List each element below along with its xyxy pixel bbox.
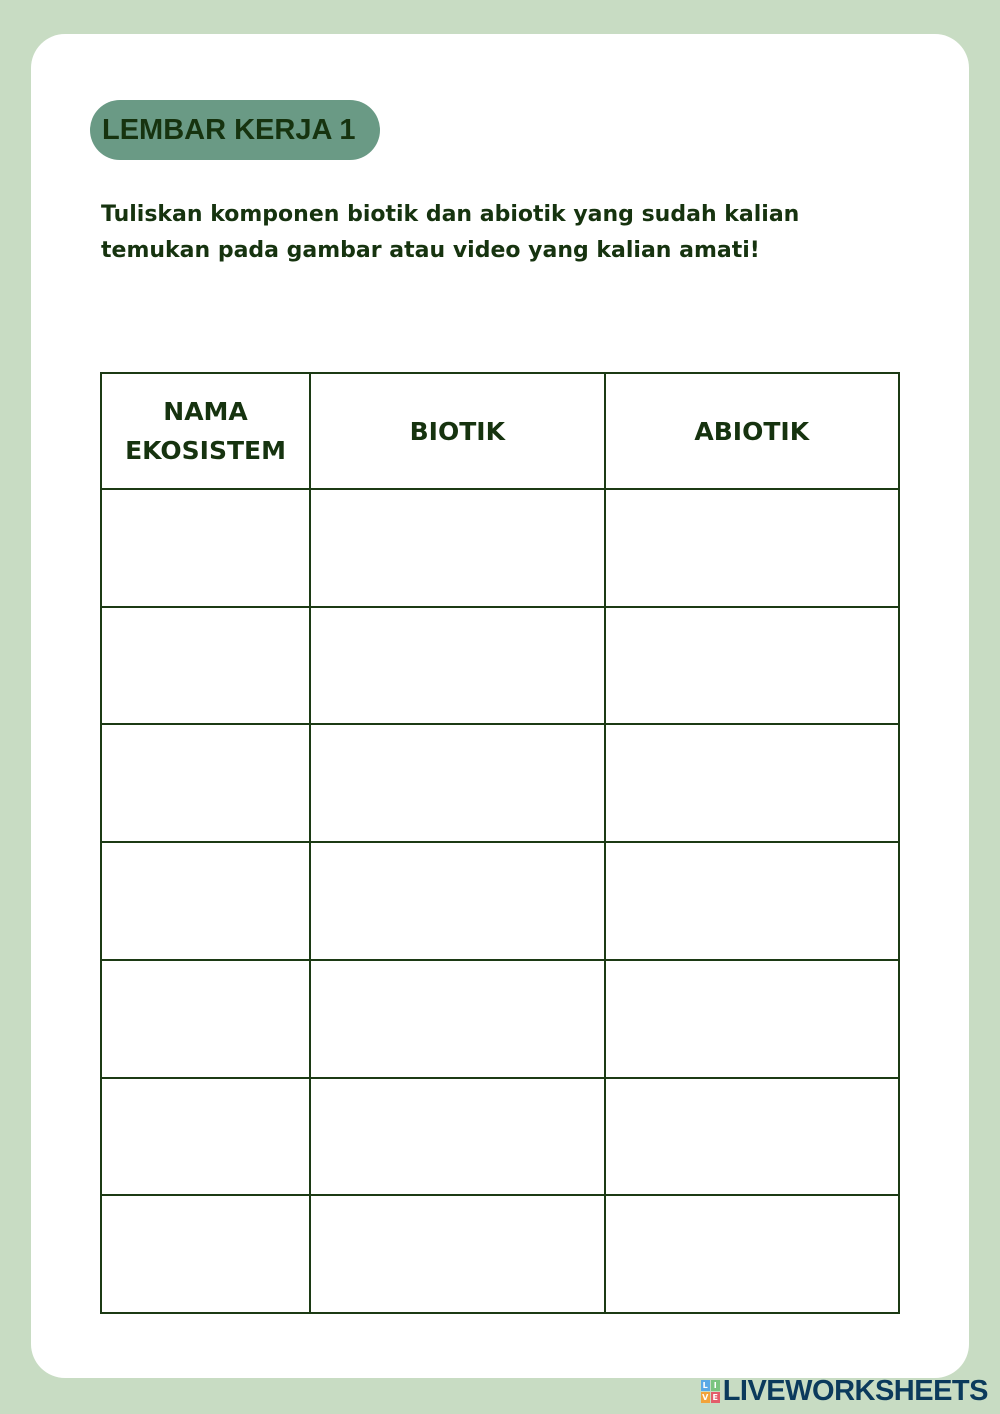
table-header-row bbox=[101, 373, 899, 489]
answer-cell-abiotik[interactable] bbox=[605, 724, 899, 842]
answer-cell-nama-ekosistem[interactable] bbox=[101, 607, 310, 725]
table-row bbox=[101, 1078, 899, 1196]
answer-cell-abiotik[interactable] bbox=[605, 489, 899, 607]
mark-tile-e: E bbox=[712, 1392, 718, 1402]
answer-cell-biotik[interactable] bbox=[310, 607, 604, 725]
header-abiotik: ABIOTIK bbox=[605, 373, 899, 489]
answer-table bbox=[100, 372, 900, 1314]
liveworksheets-mark-icon bbox=[701, 1380, 720, 1403]
mark-tile-v: V bbox=[702, 1392, 709, 1402]
table-row bbox=[101, 724, 899, 842]
liveworksheets-logo bbox=[701, 1374, 988, 1408]
table-row bbox=[101, 1195, 899, 1313]
table-row bbox=[101, 960, 899, 1078]
header-nama-ekosistem: NAMA EKOSISTEM bbox=[101, 373, 310, 489]
answer-cell-nama-ekosistem[interactable] bbox=[101, 1195, 310, 1313]
answer-cell-nama-ekosistem[interactable] bbox=[101, 960, 310, 1078]
answer-cell-abiotik[interactable] bbox=[605, 842, 899, 960]
answer-cell-biotik[interactable] bbox=[310, 842, 604, 960]
answer-cell-nama-ekosistem[interactable] bbox=[101, 724, 310, 842]
answer-cell-biotik[interactable] bbox=[310, 724, 604, 842]
answer-cell-nama-ekosistem[interactable] bbox=[101, 1078, 310, 1196]
table-row bbox=[101, 607, 899, 725]
brand-text: LIVEWORKSHEETS bbox=[722, 1374, 988, 1407]
worksheet-title: LEMBAR KERJA 1 bbox=[90, 100, 380, 160]
instructions-text: Tuliskan komponen biotik dan abiotik yang sudah kalian temukan pada gambar atau video yang kalian amati! bbox=[101, 202, 800, 263]
header-biotik: BIOTIK bbox=[310, 373, 604, 489]
answer-cell-biotik[interactable] bbox=[310, 1195, 604, 1313]
answer-cell-abiotik[interactable] bbox=[605, 1078, 899, 1196]
answer-cell-biotik[interactable] bbox=[310, 960, 604, 1078]
answer-cell-abiotik[interactable] bbox=[605, 607, 899, 725]
table-row bbox=[101, 489, 899, 607]
table-row bbox=[101, 842, 899, 960]
mark-tile-i: I bbox=[711, 1380, 720, 1391]
answer-cell-nama-ekosistem[interactable] bbox=[101, 842, 310, 960]
answer-cell-biotik[interactable] bbox=[310, 489, 604, 607]
mark-tile-l: L bbox=[702, 1380, 708, 1390]
answer-cell-biotik[interactable] bbox=[310, 1078, 604, 1196]
answer-cell-abiotik[interactable] bbox=[605, 960, 899, 1078]
answer-cell-nama-ekosistem[interactable] bbox=[101, 489, 310, 607]
answer-cell-abiotik[interactable] bbox=[605, 1195, 899, 1313]
